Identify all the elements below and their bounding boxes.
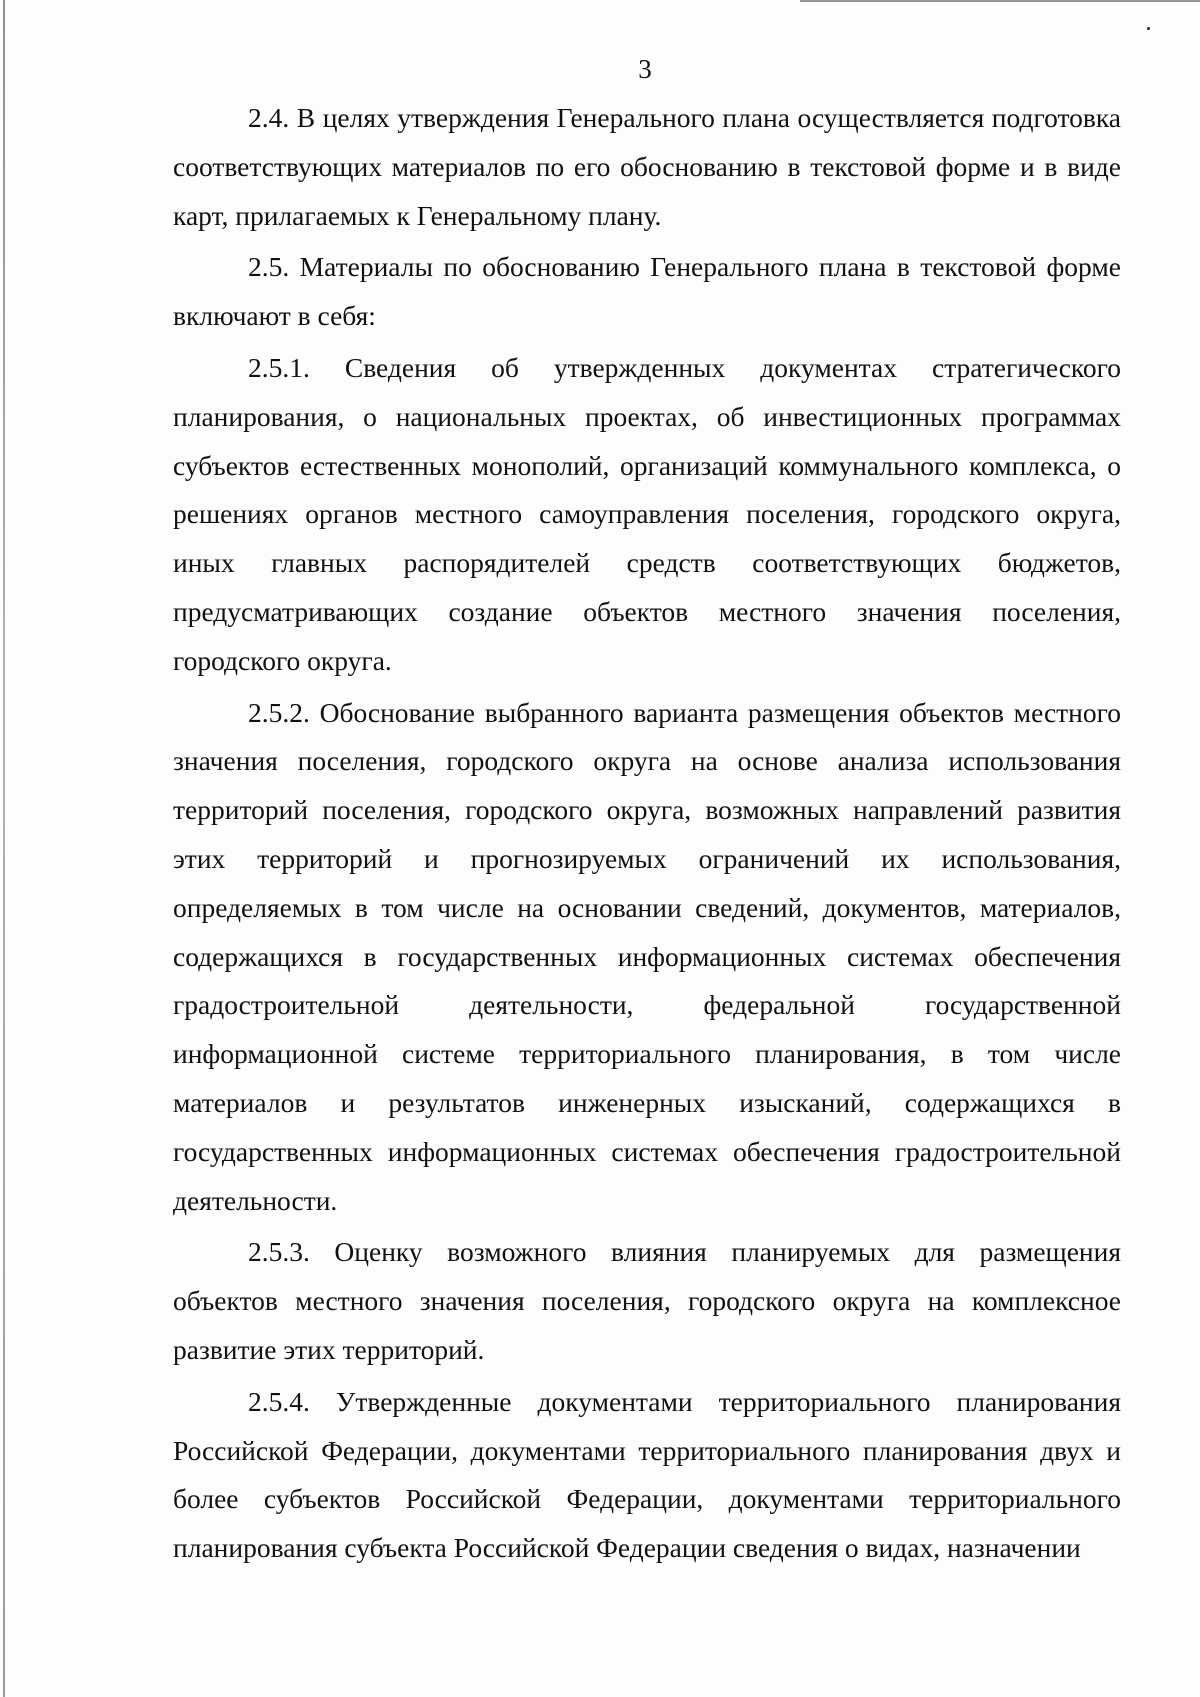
page-number: 3 xyxy=(638,54,652,84)
paragraph-2-5-4: 2.5.4. Утвержденные документами территориального планирования Российской Федерации, документами территориального планирования двух и более субъектов Российской Федерации, документами территориального планирования субъекта Российской Федерации сведения о видах, назначении xyxy=(173,1385,1121,1564)
paragraph-2-5: 2.5. Материалы по обоснованию Генерального плана в текстовой форме включают в себя: xyxy=(173,251,1121,332)
scan-left-edge xyxy=(3,0,5,1697)
paragraph-2-5-3: 2.5.3. Оценку возможного влияния планируемых для размещения объектов местного значения поселения, городского округа на комплексное развитие этих территорий. xyxy=(173,1236,1121,1365)
paragraph-2-4: 2.4. В целях утверждения Генерального плана осуществляется подготовка соответствующих материалов по его обоснованию в текстовой форме и в виде карт, прилагаемых к Генеральному плану. xyxy=(173,102,1121,231)
scan-speck xyxy=(1147,27,1150,30)
document-body xyxy=(173,94,1121,1576)
paragraph-2-5-2: 2.5.2. Обоснование выбранного варианта размещения объектов местного значения поселения, городского округа на основе анализа использования территорий поселения, городского округа, возможных направлений развития этих территорий и прогнозируемых ограничений их использования, определяемых в том числе на основании сведений, документов, материалов, содержащихся в государственных информационных системах обеспечения градостроительной деятельности, федеральной государственной информационной системе территориального планирования, в том числе материалов и результатов инженерных изысканий, содержащихся в государственных информационных системах обеспечения градостроительной деятельности. xyxy=(173,696,1121,1216)
paragraph-2-5-1: 2.5.1. Сведения об утвержденных документах стратегического планирования, о национальных проектах, об инвестиционных программах субъектов естественных монополий, организаций коммунального комплекса, о решениях органов местного самоуправления поселения, городского округа, иных главных распорядителей средств соответствующих бюджетов, предусматривающих создание объектов местного значения поселения, городского округа. xyxy=(173,351,1121,676)
scan-top-edge xyxy=(800,0,1200,2)
